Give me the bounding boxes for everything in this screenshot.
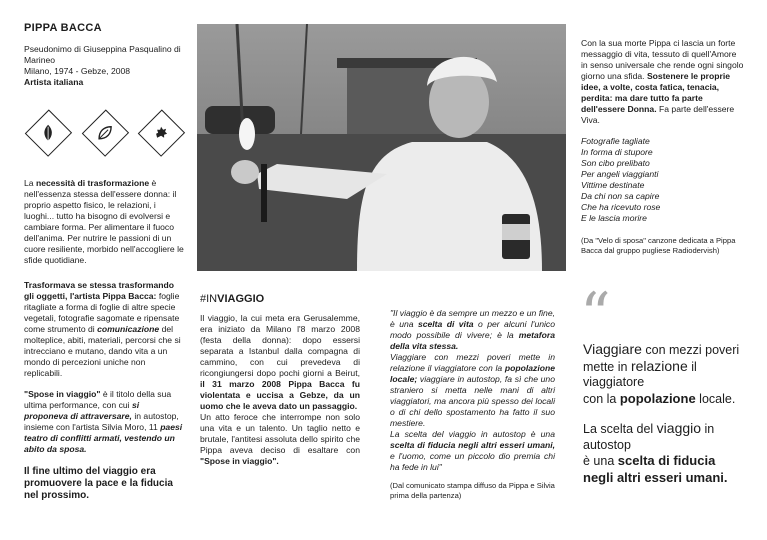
pippa-photo — [197, 24, 566, 271]
quote-mark-icon: “ — [580, 280, 611, 350]
poem-line: Che ha ricevuto rose — [581, 202, 661, 212]
poem-line: Vittime destinate — [581, 180, 645, 190]
poem-line: Per angeli viaggianti — [581, 169, 659, 179]
transform-paragraph: Trasformava se stessa trasformando gli oggetti, l'artista Pippa Bacca: foglie ritagliate a forma di foglie di altre specie vegetali, fotografie sagomate e ripensate come strumento di comunicazione del molteplice, abiti, materiali, percorsi che si intrecciano e mutano, dando vita a un mondo di percezioni uniche non replicabili. — [24, 280, 181, 378]
inviaggio-column — [200, 293, 360, 467]
necessity-paragraph: La necessità di trasformazione è nell'essenza stessa dell'essere donna: il proprio aspetto fisico, le relazioni, i luoghi... tutto ha bisogno di evolversi e cambiare forma. Per alimentare il fuoco dell'anima. Per nutrire le passioni di un cuore resiliente, morbido nell'accogliere le sfide quotidiane. — [24, 178, 184, 265]
pull-quote-line: La scelta del viaggio in autostop — [583, 420, 715, 452]
poem-line: Fotografie tagliate — [581, 136, 650, 146]
oak-leaf-diamond-icon — [138, 109, 185, 156]
icon-row — [26, 110, 184, 156]
poem-line: Da chi non sa capire — [581, 191, 660, 201]
quote-paragraph-1: "Il viaggio è da sempre un mezzo e un fine, è una scelta di vita o per alcuni l'unico modo possibile di vivere; è la metafora della vita stessa. — [390, 308, 556, 351]
pull-quote-line: è una scelta di fiducia — [583, 453, 716, 468]
pull-quote-line: con la popolazione locale. — [583, 390, 736, 406]
pull-quote-line: mette in relazione il viaggiatore — [583, 357, 697, 389]
dates-line: Milano, 1974 - Gebze, 2008 — [24, 66, 131, 76]
leaf-outline-diamond-icon — [81, 109, 128, 156]
poem — [581, 136, 744, 224]
alias-line: Pseudonimo di Giuseppina Pasqualino di Marineo — [24, 44, 181, 65]
pull-quote-line: negli altri esseri umani. — [583, 469, 728, 485]
pull-quote — [583, 342, 753, 486]
role-line: Artista italiana — [24, 77, 84, 87]
pull-quote-line: Viaggiare con mezzi poveri — [583, 341, 740, 357]
quote-source: (Dal comunicato stampa diffuso da Pippa e Silvia prima della partenza) — [390, 481, 555, 500]
leaf-diamond-icon — [25, 109, 72, 156]
poem-line: In forma di stupore — [581, 147, 653, 157]
message-paragraph: Con la sua morte Pippa ci lascia un forte messaggio di vita, tessuto di quell'Amore in senso universale che rende ogni singolo giorno una sfida. Sostenere le proprie idee, a volte, costa fatica, tenacia, perdita: ma dare tutto fa parte dell'essere Donna. Fa parte dell'essere Viva. — [581, 38, 744, 125]
spose-paragraph: "Spose in viaggio" è il titolo della sua ultima performance, con cui si proponeva di attraversare, in autostop, insieme con l'artista Silvia Moro, 11 paesi teatro di conflitti armati, vestendo un abito da sposa. — [24, 389, 183, 454]
poem-line: Son cibo prelibato — [581, 158, 650, 168]
right-column — [581, 38, 744, 256]
journey-paragraph: Il viaggio, la cui meta era Gerusalemme, era iniziato da Milano l'8 marzo 2008 (festa della donna): dopo essersi separata a Istanbul dalla compagna di cammino, con cui prevedeva di ricongiungersi dopo pochi giorni a Beirut, il 31 marzo 2008 Pippa Bacca fu violentata e uccisa a Gebze, da un uomo che le aveva dato un passaggio. — [200, 313, 360, 411]
brutal-act-paragraph: Un atto feroce che interrompe non solo una vita e un talento. Un taglio netto e brutale, l'antitesi assoluta dello spirito che Pippa aveva deciso di esaltare con "Spose in viaggio". — [200, 412, 360, 466]
poem-line: E le lascia morire — [581, 213, 647, 223]
quote-paragraph-3: La scelta del viaggio in autostop è una scelta di fiducia negli altri esseri umani, e l'uomo, come un piccolo dio premia chi ha fede in lui" — [390, 429, 555, 472]
page-title: PIPPA BACCA — [24, 22, 102, 34]
goal-paragraph: Il fine ultimo del viaggio era promuovere la pace e la fiducia nel prossimo. — [24, 466, 173, 501]
poem-source: (Da "Velo di sposa" canzone dedicata a Pippa Bacca dal gruppo pugliese Radiodervish) — [581, 236, 736, 255]
inviaggio-heading: #INVIAGGIO — [200, 293, 265, 305]
quote-column — [390, 308, 555, 501]
left-column — [24, 22, 184, 502]
quote-paragraph-2: Viaggiare con mezzi poveri mette in relazione il viaggiatore con la popolazione locale; viaggiare in autostop, fa sì che uno straniero si metta nelle mani di altri viaggiatori, ma ancora più spesso dei locali o di chi dello spostamento ha fatto il suo mestiere. — [390, 352, 555, 428]
photo-illustration — [197, 24, 566, 271]
